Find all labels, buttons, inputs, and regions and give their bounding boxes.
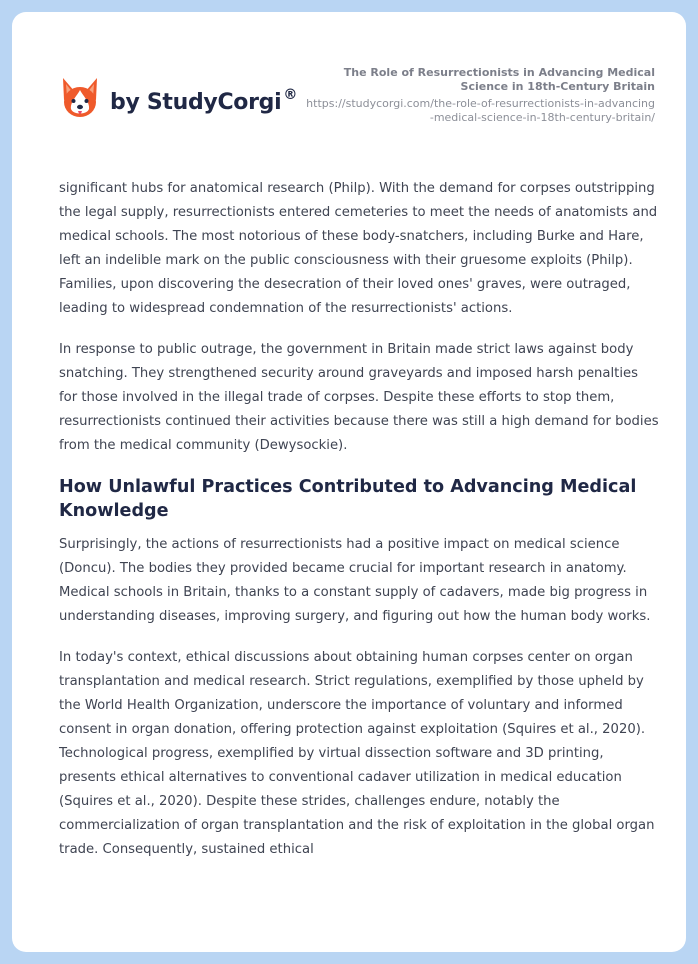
document-header-meta	[305, 66, 655, 125]
paragraph: significant hubs for anatomical research (Philp). With the demand for corpses outstripping the legal supply, resurrectionists entered cemeteries to meet the needs of anatomists and medical schools. The most notorious of these body-snatchers, including Burke and Hare, left an indelible mark on the public consciousness with their gruesome exploits (Philp). Families, upon discovering the desecration of their loved ones' graves, were outraged, leading to widespread condemnation of the resurrectionists' actions.	[59, 181, 658, 316]
corgi-icon	[60, 76, 100, 120]
section-heading: How Unlawful Practices Contributed to Advancing Medical Knowledge	[59, 477, 637, 521]
document-page	[12, 12, 686, 952]
brand-name: by StudyCorgi ®	[110, 86, 298, 115]
paragraph: In today's context, ethical discussions about obtaining human corpses center on organ transplantation and medical research. Strict regulations, exemplified by those upheld by the World Health Organization, underscore the importance of voluntary and informed consent in organ donation, offering protection against exploitation (Squires et al., 2020). Technological progress, exemplified by virtual dissection software and 3D printing, presents ethical alternatives to conventional cadaver utilization in medical education (Squires et al., 2020). Despite these strides, challenges endure, notably the commercialization of organ transplantation and the risk of exploitation in the global organ trade. Consequently, sustained ethical	[59, 650, 655, 857]
document-body	[59, 177, 659, 879]
registered-mark: ®	[283, 86, 298, 103]
paragraph: Surprisingly, the actions of resurrectionists had a positive impact on medical science (Doncu). The bodies they provided became crucial for important research in anatomy. Medical schools in Britain, thanks to a constant supply of cadavers, made big progress in understanding diseases, improving surgery, and figuring out how the human body works.	[59, 537, 651, 624]
paragraph: In response to public outrage, the government in Britain made strict laws against body snatching. They strengthened security around graveyards and imposed harsh penalties for those involved in the illegal trade of corpses. Despite these efforts to stop them, resurrectionists continued their activities because there was still a high demand for bodies from the medical community (Dewysockie).	[59, 342, 659, 453]
document-title: The Role of Resurrectionists in Advancing Medical Science in 18th-Century Britain	[343, 66, 655, 93]
document-url[interactable]: https://studycorgi.com/the-role-of-resurrectionists-in-advancing-medical-science-in-18th-century-britain/	[306, 97, 655, 124]
studycorgi-logo[interactable]	[60, 76, 297, 120]
